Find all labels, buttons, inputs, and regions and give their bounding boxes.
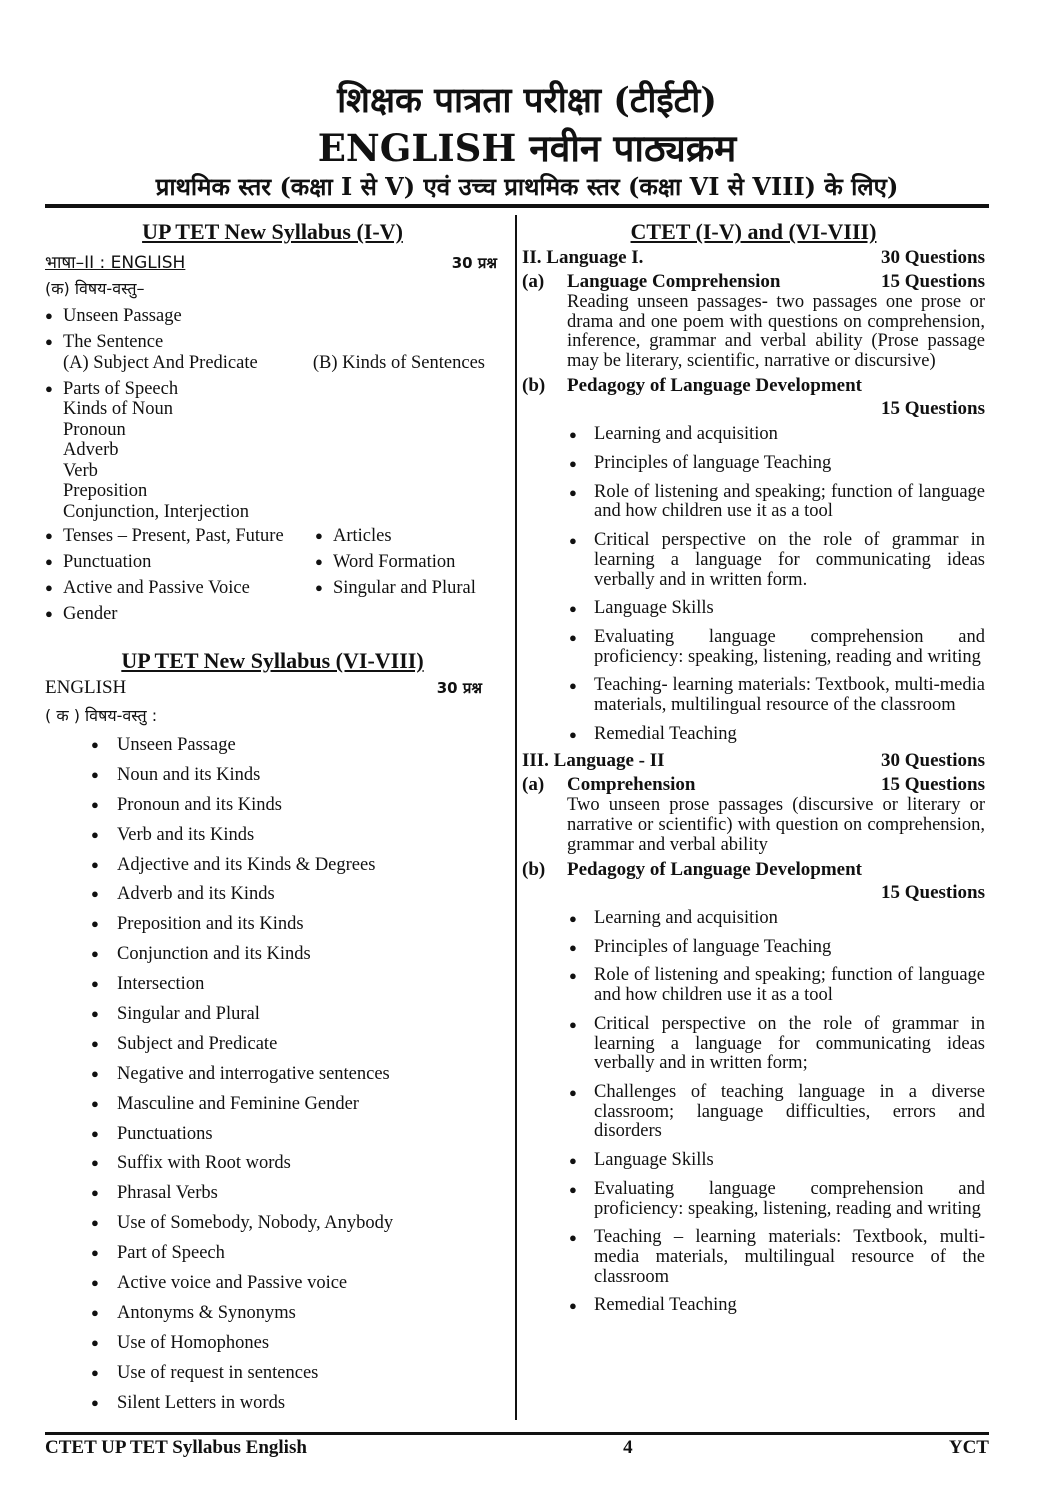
language-2-row <box>522 749 985 773</box>
list-item: ● Singular and Plural <box>91 1004 500 1025</box>
sub-item: Adverb <box>63 440 119 460</box>
list-item: ● Masculine and Feminine Gender <box>91 1094 500 1115</box>
list-item: ● Active and Passive Voice <box>45 578 315 599</box>
header-subtitle: प्राथमिक स्तर (कक्षा I से V) एवं उच्च प्राथमिक स्तर (कक्षा VI से VIII) के लिए) <box>155 172 899 201</box>
subject-label: ENGLISH <box>45 677 127 698</box>
list-item: ● Phrasal Verbs <box>91 1183 500 1204</box>
list-item: ● Learning and acquisition <box>567 425 985 445</box>
list-item: ● Principles of language Teaching <box>567 454 985 474</box>
list-item-label: Parts of Speech <box>63 378 179 399</box>
sentence-subitem-a: (A) Subject And Predicate <box>63 352 258 373</box>
list-item: ● Challenges of teaching language in a diverse classroom; language difficulties, errors and disorders <box>567 1083 985 1142</box>
list-item: ● Singular and Plural <box>315 578 495 599</box>
list-item: ● Language Skills <box>567 1151 985 1171</box>
header-title-hindi: शिक्षक पात्रता परीक्षा (टीईटी) <box>337 80 717 121</box>
lang2-pedagogy-list <box>522 909 985 1316</box>
question-count: 30 प्रश्न <box>451 254 497 272</box>
footer-title: CTET UP TET Syllabus English <box>45 1437 307 1458</box>
part-label: (b) <box>522 374 546 396</box>
list-item: ● Teaching- learning materials: Textbook, multi-media materials, multilingual resource of the classroom <box>567 676 985 715</box>
sentence-subitem-b: (B) Kinds of Sentences <box>312 352 485 373</box>
lang1-part-a <box>522 270 985 294</box>
list-item: ● Role of listening and speaking; function of language and how children use it as a tool <box>567 966 985 1005</box>
lang2-part-a <box>522 773 985 797</box>
part-description: Reading unseen passages- two passages one prose or drama and one poem with questions on comprehension, inference, grammar and verbal ability (Prose passage may be literary, scientific, narrative or discursive) <box>567 292 985 372</box>
lang2-part-b <box>522 858 985 882</box>
part-title: Language Comprehension <box>567 270 781 292</box>
list-item: ● Word Formation <box>315 552 495 573</box>
subject-row <box>45 675 500 701</box>
sentence-subitems <box>63 353 500 374</box>
sub-item: Verb <box>63 460 98 481</box>
part-label: (b) <box>522 858 546 880</box>
part-description: Two unseen prose passages (discursive or literary or narrative or scientific) with question on comprehension, grammar and verbal ability <box>567 795 985 855</box>
list-item: ● Part of Speech <box>91 1243 500 1264</box>
subject-row <box>45 250 500 276</box>
language-2-label: III. Language - II <box>522 750 665 772</box>
part-questions: 15 Questions <box>881 398 985 420</box>
list-item: ● Subject and Predicate <box>91 1034 500 1055</box>
paired-list-right <box>315 526 495 630</box>
header-title-english: ENGLISH नवीन पाठ्यक्रम <box>317 126 737 170</box>
part-label: (a) <box>522 773 545 795</box>
list-item: ● Learning and acquisition <box>567 909 985 929</box>
list-item: ● Preposition and its Kinds <box>91 914 500 935</box>
right-column <box>522 218 985 1325</box>
list-item: ● Use of Somebody, Nobody, Anybody <box>91 1213 500 1234</box>
footer-publisher: YCT <box>948 1437 989 1458</box>
paired-list-left <box>45 526 315 630</box>
list-item: ● Adverb and its Kinds <box>91 884 500 905</box>
list-item-label: The Sentence <box>63 332 164 352</box>
top-divider <box>45 204 989 208</box>
list-item: ● Active voice and Passive voice <box>91 1273 500 1294</box>
sub-item: Conjunction, Interjection <box>63 501 249 522</box>
list-item: ● Verb and its Kinds <box>91 825 500 846</box>
list-item: ● Remedial Teaching <box>567 725 985 745</box>
sub-item: Pronoun <box>63 419 126 440</box>
list-item: ● Pronoun and its Kinds <box>91 795 500 816</box>
language-2-questions: 30 Questions <box>881 750 985 772</box>
list-item: ● Articles <box>315 526 495 547</box>
sub-item: Preposition <box>63 481 148 501</box>
language-1-label: II. Language I. <box>522 247 644 268</box>
syllabus-list-1-5 <box>45 306 500 522</box>
list-item <box>45 332 500 373</box>
lang1-pedagogy-list <box>522 425 985 744</box>
content-label: ( क ) विषय-वस्तु : <box>45 706 158 725</box>
page-header <box>0 78 1054 202</box>
list-item: ● Teaching – learning materials: Textbook, multi-media materials, multilingual resource of the classroom <box>567 1228 985 1287</box>
section-title-ctet: CTET (I-V) and (VI-VIII) <box>630 219 877 244</box>
part-title: Pedagogy of Language Development <box>567 858 863 880</box>
list-item: ● Antonyms & Synonyms <box>91 1303 500 1324</box>
list-item: ● Punctuations <box>91 1124 500 1145</box>
list-item: ● Negative and interrogative sentences <box>91 1064 500 1085</box>
left-column <box>45 218 500 1422</box>
bottom-divider <box>45 1432 989 1435</box>
list-item: ● Use of request in sentences <box>91 1363 500 1384</box>
list-item: ● Principles of language Teaching <box>567 938 985 958</box>
list-item: ● Remedial Teaching <box>567 1296 985 1316</box>
language-1-row <box>522 246 985 270</box>
part-questions: 15 Questions <box>881 270 985 292</box>
part-title: Comprehension <box>567 773 696 795</box>
page-footer <box>45 1437 989 1459</box>
subject-label: भाषा–II : ENGLISH <box>45 253 186 273</box>
list-item: ● Language Skills <box>567 599 985 619</box>
list-item: ● Suffix with Root words <box>91 1153 500 1174</box>
section-title-uptet-6-8: UP TET New Syllabus (VI-VIII) <box>121 648 424 673</box>
part-questions: 15 Questions <box>881 773 985 795</box>
list-item: ● Evaluating language comprehension and proficiency: speaking, listening, reading and writing <box>567 628 985 667</box>
list-item: ● Intersection <box>91 974 500 995</box>
list-item: ● Critical perspective on the role of grammar in learning a language for communicating ideas verbally and in written form. <box>567 531 985 590</box>
list-item: ● Critical perspective on the role of grammar in learning a language for communicating ideas verbally and in written form; <box>567 1015 985 1074</box>
content-label: (क) विषय-वस्तु– <box>45 279 145 298</box>
list-item: ● Use of Homophones <box>91 1333 500 1354</box>
part-questions: 15 Questions <box>881 882 985 904</box>
list-item: ● Gender <box>45 604 315 625</box>
list-item: ● Noun and its Kinds <box>91 765 500 786</box>
list-item: ● Conjunction and its Kinds <box>91 944 500 965</box>
paired-list <box>45 526 500 630</box>
section-title-uptet-1-5: UP TET New Syllabus (I-V) <box>142 219 403 244</box>
list-item: ● Tenses – Present, Past, Future <box>45 526 315 547</box>
language-1-questions: 30 Questions <box>881 247 985 268</box>
lang1-part-b <box>522 374 985 398</box>
part-title: Pedagogy of Language Development <box>567 374 863 396</box>
list-item: ● Unseen Passage <box>45 306 500 327</box>
list-item: ● Silent Letters in words <box>91 1393 500 1414</box>
list-item: ● Unseen Passage <box>91 735 500 756</box>
sub-item: Kinds of Noun <box>63 399 173 419</box>
part-label: (a) <box>522 270 545 292</box>
question-count: 30 प्रश्न <box>436 679 482 697</box>
syllabus-list-6-8 <box>45 735 500 1413</box>
column-divider <box>515 215 517 1420</box>
list-item: ● Role of listening and speaking; function of language and how children use it as a tool <box>567 483 985 522</box>
list-item: ● Punctuation <box>45 552 315 573</box>
list-item <box>45 379 500 523</box>
list-item: ● Evaluating language comprehension and proficiency: speaking, listening, reading and writing <box>567 1180 985 1219</box>
page-number: 4 <box>623 1437 633 1458</box>
list-item: ● Adjective and its Kinds & Degrees <box>91 855 500 876</box>
